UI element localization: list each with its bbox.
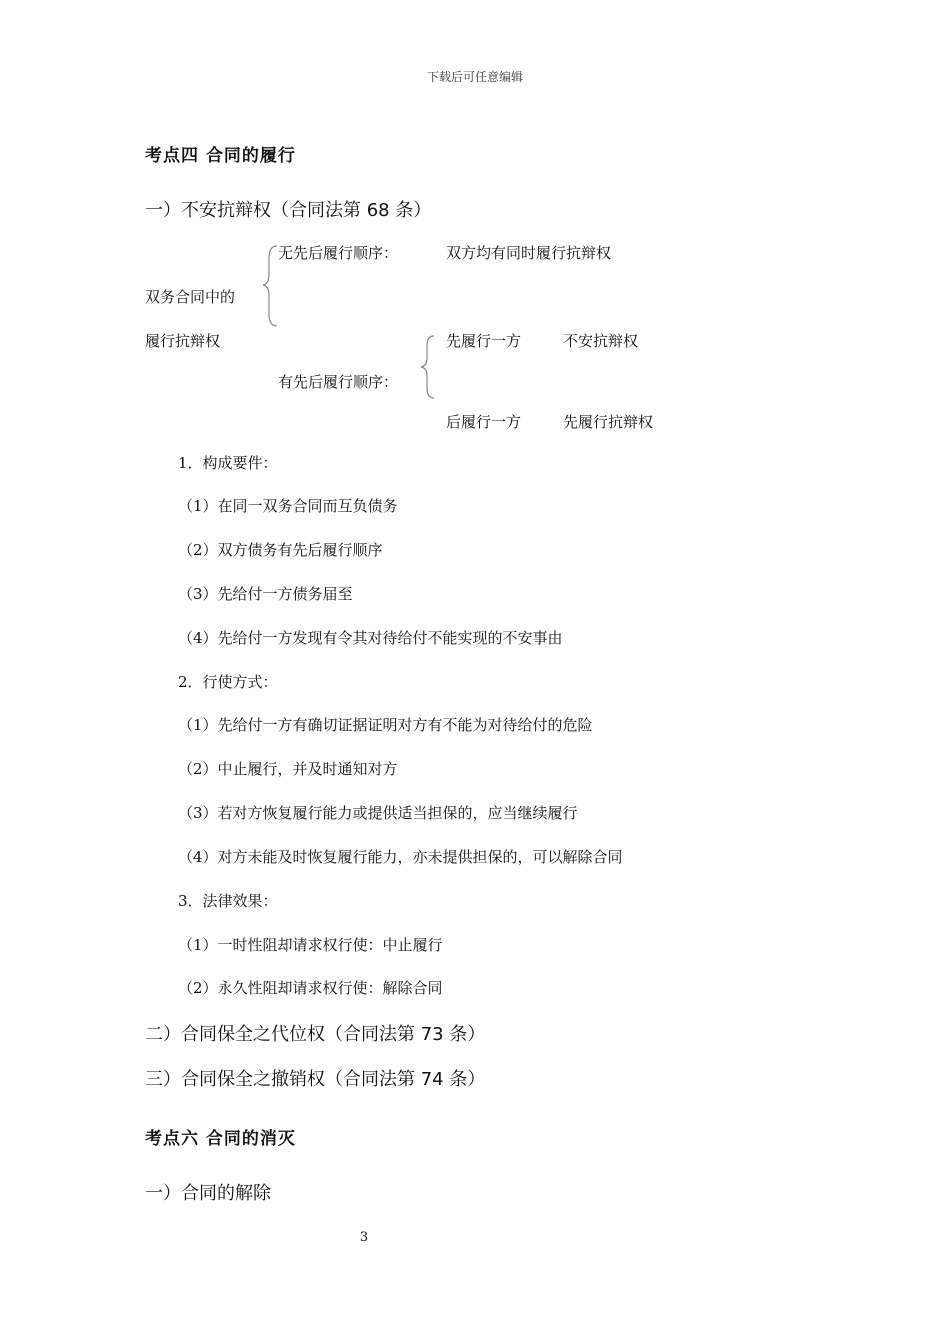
list-item: （1）在同一双务合同而互负债务 — [178, 497, 398, 515]
list-item: （4）对方未能及时恢复履行能力，亦未提供担保的，可以解除合同 — [178, 848, 623, 866]
subsection-subrogation-title: 二）合同保全之代位权（合同法第 73 条） — [145, 1024, 486, 1045]
diagram-root-line2: 履行抗辩权 — [145, 332, 221, 350]
effect-heading: 3．法律效果： — [178, 892, 278, 910]
elements-heading: 1．构成要件： — [178, 454, 278, 472]
subsection-insecurity-defense-title: 一）不安抗辩权（合同法第 68 条） — [145, 200, 432, 221]
list-item: （3）先给付一方债务届至 — [178, 585, 353, 603]
list-item: （2）永久性阻却请求权行使：解除合同 — [178, 979, 443, 997]
list-item: （2）双方债务有先后履行顺序 — [178, 541, 383, 559]
branch-no-order: 无先后履行顺序： — [278, 244, 399, 262]
first-party-right: 不安抗辩权 — [563, 332, 639, 350]
branch-no-order-result: 双方均有同时履行抗辩权 — [446, 244, 612, 262]
brace-right-icon — [420, 334, 440, 400]
branch-with-order: 有先后履行顺序： — [278, 373, 399, 391]
page-number: 3 — [359, 1230, 369, 1245]
subsection-revocation-title: 三）合同保全之撤销权（合同法第 74 条） — [145, 1069, 486, 1090]
later-party-label: 后履行一方 — [446, 413, 522, 431]
page-header-note: 下载后可任意编辑 — [426, 70, 523, 84]
diagram-root-line1: 双务合同中的 — [145, 288, 236, 306]
section-6-title: 考点六 合同的消灭 — [145, 1129, 296, 1149]
list-item: （2）中止履行，并及时通知对方 — [178, 760, 398, 778]
subsection-termination-title: 一）合同的解除 — [145, 1183, 271, 1204]
list-item: （1）一时性阻却请求权行使：中止履行 — [178, 936, 443, 954]
list-item: （4）先给付一方发现有令其对待给付不能实现的不安事由 — [178, 629, 563, 647]
brace-left-icon — [262, 244, 282, 328]
list-item: （3）若对方恢复履行能力或提供适当担保的，应当继续履行 — [178, 804, 578, 822]
exercise-heading: 2．行使方式： — [178, 673, 278, 691]
later-party-right: 先履行抗辩权 — [563, 413, 654, 431]
section-4-title: 考点四 合同的履行 — [145, 146, 296, 166]
list-item: （1）先给付一方有确切证据证明对方有不能为对待给付的危险 — [178, 716, 593, 734]
first-party-label: 先履行一方 — [446, 332, 522, 350]
